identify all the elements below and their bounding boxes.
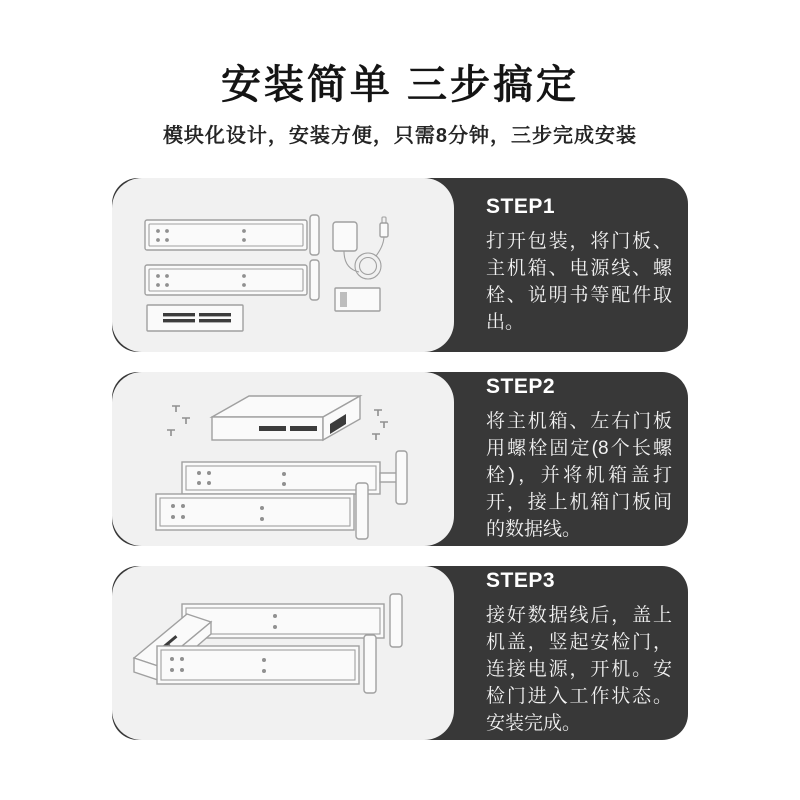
screw-icon [167, 406, 190, 436]
step1-text [486, 178, 672, 352]
step3-text [486, 566, 672, 740]
header [0, 62, 800, 148]
panel-end-cap [310, 215, 319, 255]
page-title: 安装简单 三步搞定 [220, 63, 580, 107]
step2-screw-fixing-illustration [112, 372, 454, 546]
step3-assembled-gate-illustration [112, 566, 454, 740]
step2-text [486, 372, 672, 546]
step-card-2 [112, 372, 688, 546]
step2-description: 将主机箱、左右门板用螺栓固定(8个长螺栓)，并将机箱盖打开，接上机箱门板间的数据线。 [486, 411, 672, 540]
step-cards [112, 178, 688, 740]
step-card-3 [112, 566, 688, 740]
step1-illustration-panel [112, 178, 454, 352]
step3-label: STEP3 [486, 569, 556, 592]
door-panel-illustration [145, 260, 319, 300]
step3-description: 接好数据线后，盖上机盖，竖起安检门，连接电源，开机。安检门进入工作状态。安装完成。 [486, 605, 672, 734]
screw-box-illustration [147, 305, 243, 331]
main-unit-box-illustration [212, 396, 360, 440]
step1-unboxed-parts-illustration [112, 178, 454, 352]
step1-description: 打开包装，将门板、主机箱、电源线、螺栓、说明书等配件取出。 [486, 230, 672, 333]
step1-label: STEP1 [486, 194, 556, 218]
step-card-1 [112, 178, 688, 352]
screw-icon [372, 410, 388, 440]
manual-illustration [335, 288, 380, 311]
panel-end-cap [310, 260, 319, 300]
power-adapter-illustration [333, 217, 388, 279]
step2-illustration-panel [112, 372, 454, 546]
step3-illustration-panel [112, 566, 454, 740]
page-subtitle: 模块化设计，安装方便，只需8分钟，三步完成安装 [162, 125, 638, 147]
door-panel-illustration [145, 215, 319, 255]
step2-label: STEP2 [486, 375, 556, 398]
